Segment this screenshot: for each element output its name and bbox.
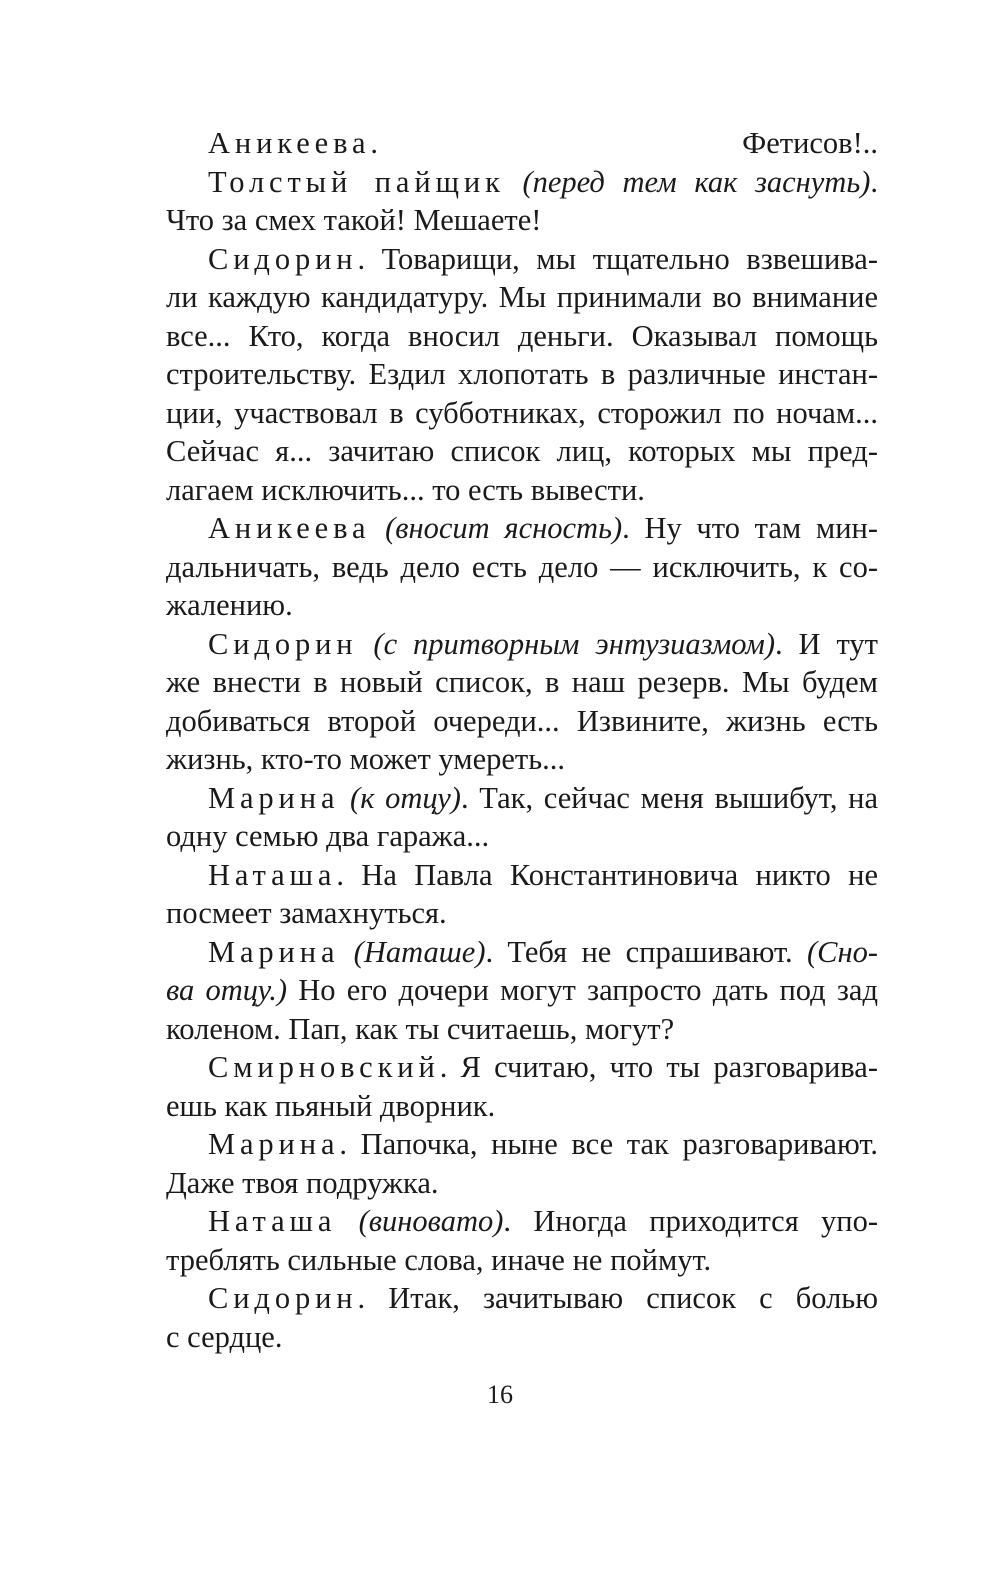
text-run: лагаем исключить... то есть вывести. [166, 472, 645, 507]
text-line [166, 278, 878, 317]
text-run: . [870, 164, 878, 199]
text-line [166, 817, 878, 856]
speaker-name: Смирновский [208, 1050, 440, 1084]
text-line [166, 894, 878, 933]
stage-direction: (Сно- [806, 934, 878, 969]
speaker-name: Толстый пайщик [208, 164, 505, 199]
text-line [166, 240, 878, 279]
text-run: одну семью два гаража... [166, 819, 490, 853]
text-run: треблять сильные слова, иначе не поймут. [166, 1242, 712, 1277]
speaker-name: Марина [208, 934, 340, 969]
text-run: Что за смех такой! Мешаете! [166, 203, 542, 237]
text-line [166, 1048, 878, 1087]
text-line [166, 432, 878, 471]
text-line [166, 856, 878, 895]
page-body [166, 124, 878, 1356]
text-line [166, 586, 878, 625]
text-run: . Иногда приходится упо- [503, 1204, 879, 1238]
text-line [166, 548, 878, 587]
text-run: . Папочка, ныне все так разговаривают. [339, 1127, 878, 1161]
text-run: дальничать, ведь дело есть дело — исключить, к со- [166, 549, 878, 584]
text-line [166, 124, 878, 163]
text-run: жизнь, кто-то может умереть... [166, 742, 566, 776]
text-run: . Я считаю, что ты разговарива- [439, 1050, 878, 1084]
text-line [166, 740, 878, 779]
text-run [339, 781, 350, 815]
text-line [166, 1164, 878, 1203]
text-run: все... Кто, когда вносил деньги. Оказывал помощь [166, 318, 878, 353]
text-run: . Фетисов!.. [370, 126, 878, 160]
speaker-name: Аникеева [208, 511, 371, 545]
text-line [166, 1318, 878, 1357]
text-line [166, 471, 878, 510]
text-line [166, 317, 878, 356]
text-run: Даже твоя подружка. [166, 1165, 439, 1200]
text-run: Но его дочери могут запросто дать под зад [287, 973, 878, 1007]
speaker-name: Наташа [208, 857, 337, 892]
text-line [166, 1202, 878, 1241]
page-number: 16 [487, 1380, 513, 1409]
text-run: ешь как пьяный дворник. [166, 1088, 496, 1123]
stage-direction: (с притворным энтузиазмом) [373, 626, 775, 661]
text-line [166, 1279, 878, 1318]
text-run: . На Павла Константиновича никто не [336, 857, 878, 892]
stage-direction: (Наташе) [353, 934, 486, 969]
text-run: коленом. Пап, как ты считаешь, могут? [166, 1011, 675, 1046]
speaker-name: Сидорин [208, 1281, 358, 1315]
text-run [358, 627, 374, 661]
text-line [166, 663, 878, 702]
text-run: . Тебя не спрашивают. [485, 934, 807, 969]
text-run: . Товарищи, мы тщательно взвешива- [357, 241, 878, 276]
text-line [166, 625, 878, 664]
text-run [336, 1204, 358, 1238]
speaker-name: Марина [208, 1127, 340, 1161]
stage-direction: (перед тем как заснуть) [522, 164, 871, 199]
text-run: . Ну что там мин- [622, 511, 879, 545]
text-run: с сердце. [166, 1319, 283, 1354]
text-line [166, 933, 878, 972]
text-run: посмеет замахнуться. [166, 896, 447, 930]
text-run: ции, участвовал в субботниках, сторожил по ночам... [166, 395, 878, 430]
text-run: . Итак, зачитываю список с болью [357, 1281, 878, 1315]
text-line [166, 702, 878, 741]
text-line [166, 394, 878, 433]
text-run [339, 935, 353, 969]
text-run: жалению. [166, 588, 293, 622]
text-run: Сейчас я... зачитаю список лиц, которых мы пред- [166, 434, 878, 468]
text-line [166, 1010, 878, 1049]
text-run: . Так, сейчас меня вышибут, на [460, 780, 878, 815]
speaker-name: Аникеева [208, 126, 371, 160]
stage-direction: (вносит ясность) [385, 511, 623, 545]
text-line [166, 1087, 878, 1126]
text-run: же внести в новый список, в наш резерв. Мы будем [166, 665, 878, 699]
stage-direction: (к отцу) [350, 780, 461, 815]
text-run: ли каждую кандидатуру. Мы принимали во внимание [166, 280, 878, 314]
text-line [166, 779, 878, 818]
speaker-name: Наташа [208, 1204, 337, 1238]
text-run [370, 511, 385, 545]
speaker-name: Сидорин [208, 626, 358, 661]
text-run: строительству. Ездил хлопотать в различные инстан- [166, 357, 878, 391]
text-line [166, 971, 878, 1010]
stage-direction: (виновато) [358, 1204, 504, 1238]
speaker-name: Марина [208, 780, 340, 815]
text-line [166, 509, 878, 548]
text-line [166, 355, 878, 394]
text-run: добиваться второй очереди... Извините, жизнь есть [166, 703, 878, 738]
text-run [505, 165, 523, 199]
text-line [166, 163, 878, 202]
text-line [166, 1125, 878, 1164]
stage-direction: ва отцу.) [166, 973, 288, 1007]
text-line [166, 1241, 878, 1280]
speaker-name: Сидорин [208, 241, 358, 276]
text-run: . И тут [775, 626, 878, 661]
text-line [166, 201, 878, 240]
